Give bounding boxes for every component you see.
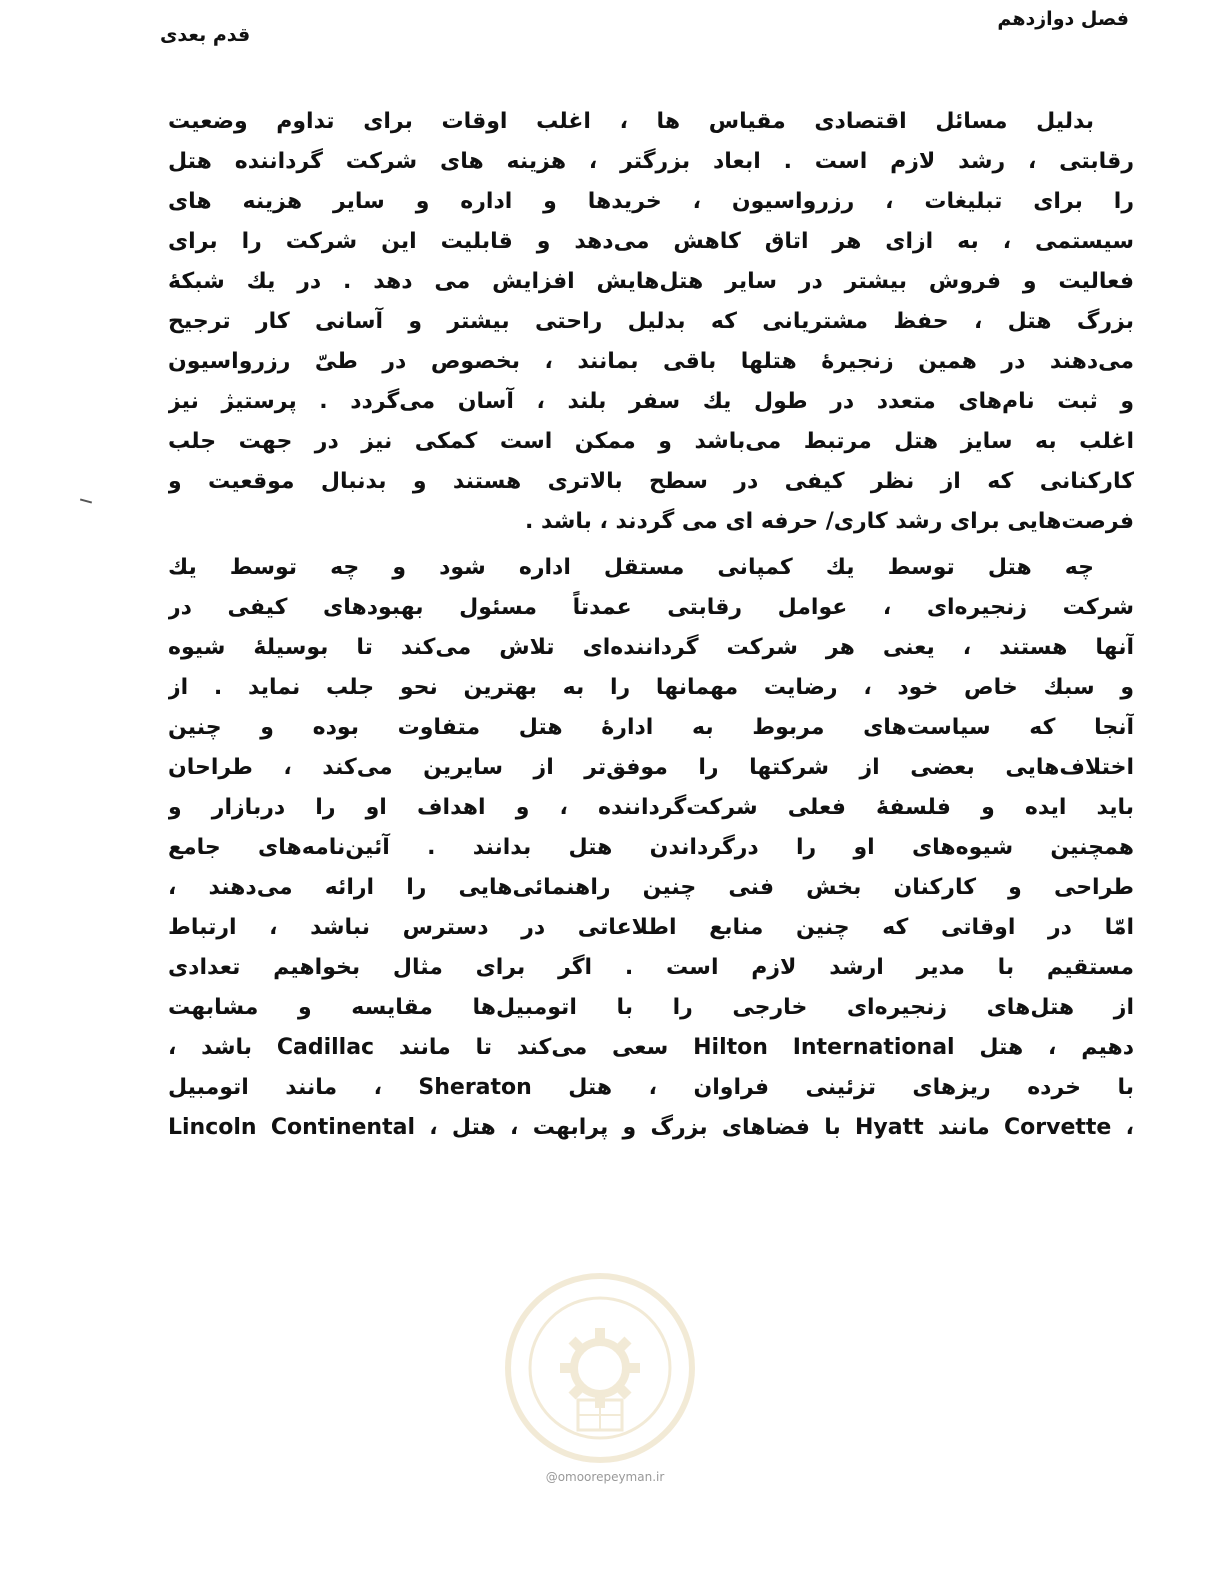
text-line: را برای تبلیغات ، رزرواسیون ، خریدها و اداره و سایر هزینه های bbox=[168, 189, 1134, 214]
text-line: از هتل‌های زنجیره‌ای خارجی را با اتومبیل‌ها مقایسه و مشابهت bbox=[168, 995, 1134, 1020]
watermark-url: @omoorepeyman.ir bbox=[545, 1470, 665, 1484]
text-line: با خرده ریزهای تزئینی فراوان ، هتل Sheraton ، مانند اتومبیل bbox=[168, 1075, 1134, 1100]
text-line: اختلاف‌هایی بعضی از شرکتها را موفق‌تر از سایرین می‌کند ، طراحان bbox=[168, 755, 1134, 780]
text-line: دهیم ، هتل Hilton International سعی می‌کند تا مانند Cadillac باشد ، bbox=[168, 1035, 1134, 1060]
text-line: طراحی و کارکنان بخش فنی چنین راهنمائی‌هایی را ارائه می‌دهند ، bbox=[168, 875, 1134, 900]
chapter-title: فصل دوازدهم bbox=[997, 8, 1129, 30]
text-line: کارکنانی که از نظر کیفی در سطح بالاتری هستند و بدنبال موقعیت و bbox=[168, 469, 1134, 494]
margin-mark bbox=[80, 498, 92, 503]
text-line: Lincoln Continental ، با فضاهای بزرگ و پرابهت ، هتل Hyatt مانند Corvette ، bbox=[168, 1115, 1134, 1140]
body-text bbox=[168, 102, 1134, 1148]
text-line: فرصت‌هایی برای رشد کاری/ حرفه ای می گردند ، باشد . bbox=[524, 509, 1134, 534]
text-line: شرکت زنجیره‌ای ، عوامل رقابتی عمدتاً مسئول بهبودهای کیفی در bbox=[168, 595, 1134, 620]
text-line: می‌دهند در همین زنجیرهٔ هتلها باقی بمانند ، بخصوص در طیّ رزرواسیون bbox=[168, 349, 1134, 374]
text-line: بزرگ هتل ، حفظ مشتریانی که بدلیل راحتی بیشتر و آسانی کار ترجیح bbox=[168, 309, 1134, 334]
text-line: آنها هستند ، یعنی هر شرکت گرداننده‌ای تلاش می‌کند تا بوسیلهٔ شیوه bbox=[168, 635, 1134, 660]
watermark-seal-icon bbox=[500, 1268, 700, 1468]
text-line: رقابتی ، رشد لازم است . ابعاد بزرگتر ، هزینه های شرکت گرداننده هتل bbox=[168, 149, 1134, 174]
text-line: مستقیم با مدیر ارشد لازم است . اگر برای مثال بخواهیم تعدادی bbox=[168, 955, 1134, 980]
text-line: چه هتل توسط یك کمپانی مستقل اداره شود و چه توسط یك bbox=[168, 555, 1094, 580]
text-line: اغلب به سایز هتل مرتبط می‌باشد و ممکن است کمکی نیز در جهت جلب bbox=[168, 429, 1134, 454]
text-line: سیستمی ، به ازای هر اتاق کاهش می‌دهد و قابلیت این شرکت را برای bbox=[168, 229, 1134, 254]
text-line: و ثبت نام‌های متعدد در طول یك سفر بلند ، آسان می‌گردد . پرستیژ نیز bbox=[168, 389, 1134, 414]
text-line: همچنین شیوه‌های او را درگرداندن هتل بدانند . آئین‌نامه‌های جامع bbox=[168, 835, 1134, 860]
text-line: فعالیت و فروش بیشتر در سایر هتل‌هایش افزایش می دهد . در یك شبکهٔ bbox=[168, 269, 1134, 294]
section-title: قدم بعدی bbox=[160, 24, 251, 46]
text-line: باید ایده و فلسفهٔ فعلی شرکت‌گرداننده ، و اهداف او را دربازار و bbox=[168, 795, 1134, 820]
text-line: آنجا که سیاست‌های مربوط به ادارهٔ هتل متفاوت بوده و چنین bbox=[168, 715, 1134, 740]
text-line: امّا در اوقاتی که چنین منابع اطلاعاتی در دسترس نباشد ، ارتباط bbox=[168, 915, 1134, 940]
text-line: و سبك خاص خود ، رضایت مهمانها را به بهترین نحو جلب نماید . از bbox=[168, 675, 1134, 700]
text-line: بدلیل مسائل اقتصادی مقیاس ها ، اغلب اوقات برای تداوم وضعیت bbox=[168, 109, 1094, 134]
running-header bbox=[160, 8, 1129, 48]
